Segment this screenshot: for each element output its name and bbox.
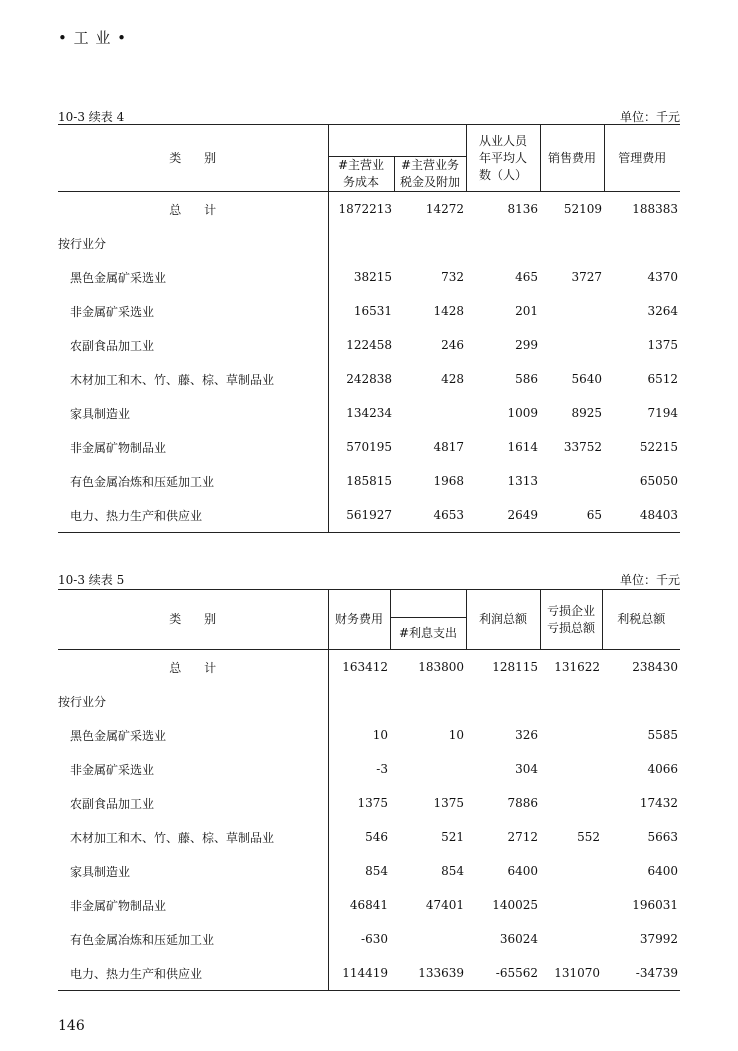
cell-value: 8136	[507, 202, 538, 216]
row-label: 非金属矿物制品业	[70, 440, 167, 455]
table2-header-col2: #利息支出	[390, 618, 466, 650]
cell-value: 140025	[492, 898, 538, 912]
cell-value: 326	[515, 728, 538, 742]
cell-value: -34739	[635, 966, 678, 980]
cell-value: 10	[448, 728, 464, 742]
cell-value: 16531	[328, 294, 394, 328]
cell-value	[540, 786, 602, 820]
cell-value: 4066	[647, 762, 678, 776]
table-row	[58, 498, 680, 533]
table1-header-col5: 管理费用	[604, 125, 680, 192]
cell-value	[540, 684, 602, 718]
cell-value: 38215	[328, 260, 394, 294]
row-label: 农副食品加工业	[70, 796, 155, 811]
table1-unit: 单位：千元	[619, 110, 680, 124]
table1-header-group	[328, 125, 466, 157]
cell-value	[602, 684, 680, 718]
cell-value: 1428	[433, 304, 464, 318]
cell-value	[540, 294, 604, 328]
cell-value: 2712	[507, 830, 538, 844]
cell-value: 3264	[647, 304, 678, 318]
cell-value	[540, 464, 604, 498]
cell-value: 201	[515, 304, 538, 318]
cell-value: 1968	[433, 474, 464, 488]
cell-value: 465	[515, 270, 538, 284]
cell-value: 14272	[425, 202, 464, 216]
row-label: 总 计	[169, 660, 217, 675]
cell-value	[390, 684, 466, 718]
table-row	[58, 650, 680, 685]
cell-value: 561927	[328, 498, 394, 533]
cell-value: 2649	[507, 508, 538, 522]
table2-header-col5: 利税总额	[602, 590, 680, 650]
cell-value: 5663	[647, 830, 678, 844]
cell-value: 3727	[571, 270, 602, 284]
row-label: 非金属矿采选业	[70, 304, 155, 319]
table-row	[58, 888, 680, 922]
cell-value: 1313	[507, 474, 538, 488]
row-label: 农副食品加工业	[70, 338, 155, 353]
cell-value	[540, 854, 602, 888]
table-row	[58, 718, 680, 752]
cell-value: 114419	[328, 956, 390, 991]
table1-header-col2: #主营业务税金及附加	[394, 157, 466, 192]
cell-value: -3	[328, 752, 390, 786]
cell-value: 8925	[571, 406, 602, 420]
cell-value	[328, 684, 390, 718]
cell-value: 163412	[328, 650, 390, 685]
cell-value	[540, 888, 602, 922]
cell-value	[390, 752, 466, 786]
row-label: 木材加工和木、竹、藤、棕、草制品业	[70, 830, 275, 845]
cell-value: 52109	[563, 202, 602, 216]
row-label: 非金属矿采选业	[70, 762, 155, 777]
table2-header-col3: 利润总额	[466, 590, 540, 650]
cell-value: 17432	[639, 796, 678, 810]
row-label: 有色金属冶炼和压延加工业	[70, 474, 215, 489]
table2-header-col2-top	[390, 590, 466, 618]
cell-value: -65562	[495, 966, 538, 980]
cell-value: 1375	[647, 338, 678, 352]
cell-value: 134234	[328, 396, 394, 430]
table-row	[58, 294, 680, 328]
row-label: 非金属矿物制品业	[70, 898, 167, 913]
cell-value: 128115	[492, 660, 538, 674]
table1-body	[58, 192, 680, 533]
cell-value: 183800	[418, 660, 464, 674]
row-label: 按行业分	[58, 694, 107, 709]
table2-unit: 单位：千元	[619, 573, 680, 587]
table2-header-col4: 亏损企业亏损总额	[540, 590, 602, 650]
cell-value: 4370	[647, 270, 678, 284]
cell-value: 7886	[507, 796, 538, 810]
cell-value: 133639	[418, 966, 464, 980]
table-row	[58, 922, 680, 956]
cell-value: 10	[328, 718, 390, 752]
cell-value: 304	[515, 762, 538, 776]
table-row	[58, 464, 680, 498]
cell-value: 36024	[499, 932, 538, 946]
table-row	[58, 854, 680, 888]
cell-value: 1375	[433, 796, 464, 810]
table-row	[58, 430, 680, 464]
table-row	[58, 684, 680, 718]
cell-value: 196031	[632, 898, 678, 912]
cell-value: 570195	[328, 430, 394, 464]
cell-value	[604, 226, 680, 260]
cell-value	[540, 718, 602, 752]
table1-header-col1: #主营业务成本	[328, 157, 394, 192]
cell-value	[466, 226, 540, 260]
row-label: 有色金属冶炼和压延加工业	[70, 932, 215, 947]
row-label: 总 计	[169, 202, 217, 217]
cell-value: 586	[515, 372, 538, 386]
cell-value: 242838	[328, 362, 394, 396]
cell-value: 5640	[571, 372, 602, 386]
table-row	[58, 752, 680, 786]
cell-value	[466, 684, 540, 718]
cell-value: 6400	[507, 864, 538, 878]
table2-body	[58, 650, 680, 991]
table1-header-col4: 销售费用	[540, 125, 604, 192]
row-label: 黑色金属矿采选业	[70, 728, 167, 743]
row-label: 家具制造业	[70, 406, 131, 421]
table-row	[58, 956, 680, 991]
cell-value	[540, 226, 604, 260]
cell-value: 65	[586, 508, 602, 522]
table2-header-col1: 财务费用	[328, 590, 390, 650]
cell-value: 188383	[632, 202, 678, 216]
cell-value: 1375	[328, 786, 390, 820]
cell-value: 4817	[433, 440, 464, 454]
cell-value: 5585	[647, 728, 678, 742]
cell-value: 52215	[639, 440, 678, 454]
table-row	[58, 820, 680, 854]
cell-value: 238430	[632, 660, 678, 674]
cell-value: 65050	[639, 474, 678, 488]
cell-value: 6400	[647, 864, 678, 878]
table-row	[58, 328, 680, 362]
table-row	[58, 362, 680, 396]
cell-value: 546	[328, 820, 390, 854]
cell-value: 122458	[328, 328, 394, 362]
cell-value	[390, 922, 466, 956]
table2	[58, 589, 680, 991]
cell-value: 37992	[639, 932, 678, 946]
cell-value: 299	[515, 338, 538, 352]
cell-value: 131622	[554, 660, 600, 674]
cell-value: -630	[328, 922, 390, 956]
cell-value: 46841	[328, 888, 390, 922]
cell-value: 1872213	[328, 192, 394, 227]
cell-value	[540, 922, 602, 956]
cell-value: 854	[328, 854, 390, 888]
table-row	[58, 396, 680, 430]
cell-value: 33752	[563, 440, 602, 454]
cell-value: 428	[441, 372, 464, 386]
table-row	[58, 192, 680, 227]
row-label: 电力、热力生产和供应业	[70, 966, 203, 981]
table-row	[58, 260, 680, 294]
cell-value	[540, 328, 604, 362]
table2-caption: 10-3 续表 5	[58, 573, 125, 587]
table-row	[58, 226, 680, 260]
cell-value: 185815	[328, 464, 394, 498]
row-label: 电力、热力生产和供应业	[70, 508, 203, 523]
table-row	[58, 786, 680, 820]
row-label: 木材加工和木、竹、藤、棕、草制品业	[70, 372, 275, 387]
cell-value	[394, 226, 466, 260]
cell-value: 552	[577, 830, 600, 844]
table1	[58, 124, 680, 533]
cell-value	[394, 396, 466, 430]
page-number: 146	[58, 1018, 85, 1034]
cell-value: 854	[441, 864, 464, 878]
table1-header-col3: 从业人员年平均人数（人）	[466, 125, 540, 192]
cell-value: 1009	[507, 406, 538, 420]
cell-value: 6512	[647, 372, 678, 386]
table1-header-category: 类 别	[58, 125, 328, 192]
row-label: 家具制造业	[70, 864, 131, 879]
page-header: • 工 业 •	[58, 29, 127, 47]
cell-value: 246	[441, 338, 464, 352]
cell-value	[328, 226, 394, 260]
cell-value: 4653	[433, 508, 464, 522]
cell-value: 1614	[507, 440, 538, 454]
cell-value: 7194	[647, 406, 678, 420]
cell-value: 131070	[554, 966, 600, 980]
table1-caption: 10-3 续表 4	[58, 110, 125, 124]
row-label: 黑色金属矿采选业	[70, 270, 167, 285]
cell-value: 47401	[425, 898, 464, 912]
cell-value: 732	[441, 270, 464, 284]
cell-value: 48403	[639, 508, 678, 522]
cell-value: 521	[441, 830, 464, 844]
cell-value	[540, 752, 602, 786]
table2-header-category: 类 别	[58, 590, 328, 650]
row-label: 按行业分	[58, 236, 107, 251]
